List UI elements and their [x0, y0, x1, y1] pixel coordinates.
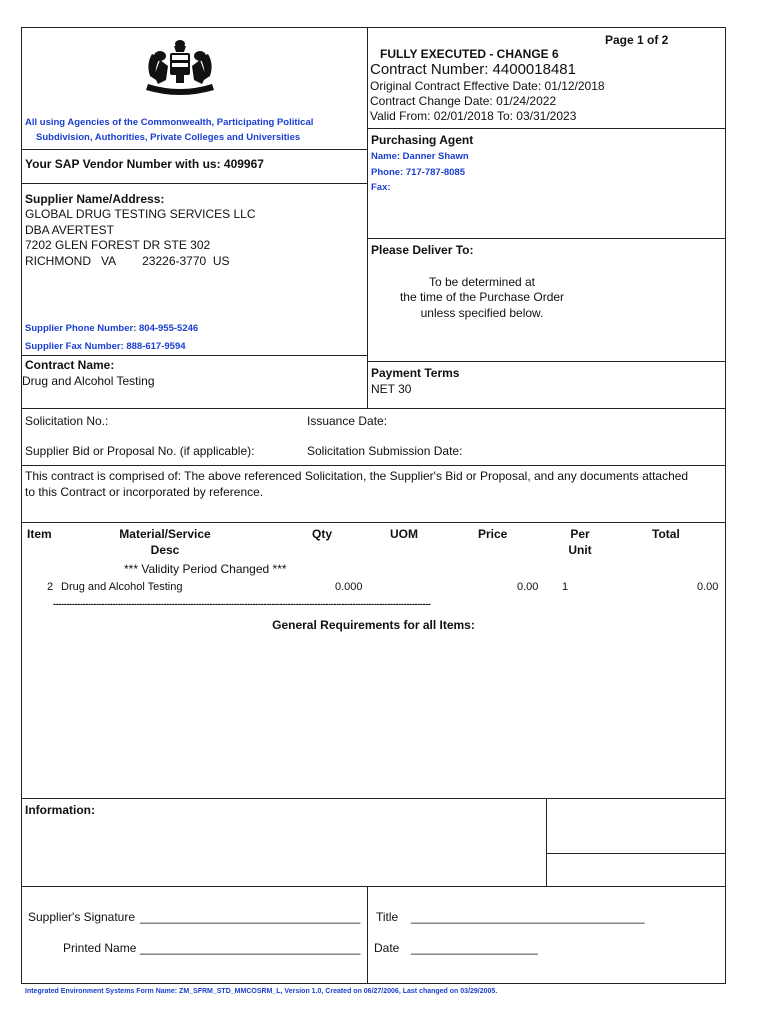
agent-name: Name: Danner Shawn: [371, 151, 469, 162]
frame-bottom: [21, 983, 726, 984]
title-label: Title: [376, 910, 399, 924]
issuance-date: Issuance Date:: [307, 414, 388, 428]
row-item: 2: [47, 581, 54, 593]
rule-solicitation: [21, 408, 726, 409]
header-qty: Qty: [312, 527, 333, 541]
row-total: 0.00: [697, 581, 719, 593]
deliver-line-1: To be determined at: [428, 275, 536, 289]
supplier-bid-no: Supplier Bid or Proposal No. (if applicable):: [25, 444, 255, 458]
agent-phone: Phone: 717-787-8085: [371, 167, 465, 178]
supplier-phone: Supplier Phone Number: 804-955-5246: [25, 323, 199, 334]
header-unit: Unit: [568, 543, 592, 557]
supplier-address-2: DBA AVERTEST: [25, 223, 114, 237]
upper-divider: [367, 27, 368, 408]
general-requirements: General Requirements for all Items:: [272, 618, 475, 632]
rule-comprised: [21, 465, 726, 466]
supplier-address-4: RICHMOND VA 23226-3770 US: [25, 254, 230, 268]
supplier-address-1: GLOBAL DRUG TESTING SERVICES LLC: [25, 207, 256, 221]
header-price: Price: [478, 527, 508, 541]
form-footer: Integrated Environment Systems Form Name: ZM_SFRM_STD_MMCOSRM_L, Version 1.0, Created on 06/27/2006, Last changed on 03/29/2005.: [25, 988, 498, 995]
header-material: Material/Service: [119, 527, 211, 541]
rule-agent: [367, 238, 725, 239]
valid-dates: Valid From: 02/01/2018 To: 03/31/2023: [370, 109, 577, 123]
rule-sap: [21, 183, 367, 184]
row-qty: 0.000: [335, 581, 363, 593]
header-uom: UOM: [390, 527, 418, 541]
supplier-heading: Supplier Name/Address:: [25, 192, 165, 206]
printed-name-label: Printed Name: [63, 941, 137, 955]
row-price: 0.00: [517, 581, 539, 593]
comprised-line-2: to this Contract or incorporated by reference.: [25, 485, 264, 499]
info-box-mid: [546, 853, 726, 854]
header-per: Per: [570, 527, 590, 541]
comprised-line-1: This contract is comprised of: The above referenced Solicitation, the Supplier's Bid or Proposal, and any documents attached: [25, 469, 689, 483]
agencies-line-2: Subdivision, Authorities, Private Colleges and Universities: [36, 132, 301, 143]
rule-payment: [367, 361, 725, 362]
supplier-fax: Supplier Fax Number: 888-617-9594: [25, 341, 186, 352]
agent-fax: Fax:: [371, 182, 391, 193]
header-total: Total: [652, 527, 680, 541]
page-indicator: Page 1 of 2: [605, 33, 669, 47]
rule-table: [21, 522, 726, 523]
rule-signature: [21, 886, 726, 887]
supplier-address-3: 7202 GLEN FOREST DR STE 302: [25, 238, 211, 252]
dash-separator: --------------------------------------------------------------------------------------------------------------------------------------------: [53, 599, 431, 609]
submission-date: Solicitation Submission Date:: [307, 444, 463, 458]
contract-status: FULLY EXECUTED - CHANGE 6: [380, 47, 559, 61]
row-desc: Drug and Alcohol Testing: [61, 581, 183, 593]
supplier-signature-label: Supplier's Signature: [28, 910, 136, 924]
rule-contract: [21, 355, 367, 356]
solicitation-no: Solicitation No.:: [25, 414, 109, 428]
header-desc: Desc: [150, 543, 180, 557]
rule-information: [21, 798, 726, 799]
header-item: Item: [27, 527, 52, 541]
deliver-line-2: the time of the Purchase Order: [399, 290, 565, 304]
commonwealth-seal: [140, 36, 220, 98]
frame-top: [21, 27, 726, 28]
rule-agencies: [21, 149, 367, 150]
deliver-line-3: unless specified below.: [420, 306, 544, 320]
frame-left: [21, 27, 22, 984]
agencies-line-1: All using Agencies of the Commonwealth, Participating Political: [25, 117, 314, 128]
validity-note: *** Validity Period Changed ***: [124, 562, 287, 576]
sap-vendor-number: Your SAP Vendor Number with us: 409967: [25, 157, 264, 171]
info-box-left: [546, 798, 547, 886]
supplier-signature-line[interactable]: _________________________________: [140, 910, 361, 924]
payment-terms: NET 30: [371, 382, 412, 396]
date-label: Date: [374, 941, 400, 955]
information-label: Information:: [25, 803, 95, 817]
effective-date: Original Contract Effective Date: 01/12/2018: [370, 79, 605, 93]
title-line[interactable]: ___________________________________: [411, 910, 645, 924]
printed-name-line[interactable]: _________________________________: [140, 941, 361, 955]
payment-terms-label: Payment Terms: [371, 366, 460, 380]
contract-name: Drug and Alcohol Testing: [22, 374, 155, 388]
change-date: Contract Change Date: 01/24/2022: [370, 94, 557, 108]
rule-header: [367, 128, 725, 129]
contract-name-label: Contract Name:: [25, 358, 115, 372]
date-line[interactable]: ___________________: [411, 941, 538, 955]
row-per: 1: [562, 581, 569, 593]
deliver-title: Please Deliver To:: [371, 243, 474, 257]
contract-number: Contract Number: 4400018481: [370, 61, 576, 78]
signature-divider: [367, 886, 368, 984]
frame-right: [725, 27, 726, 984]
purchasing-agent-title: Purchasing Agent: [371, 133, 474, 147]
